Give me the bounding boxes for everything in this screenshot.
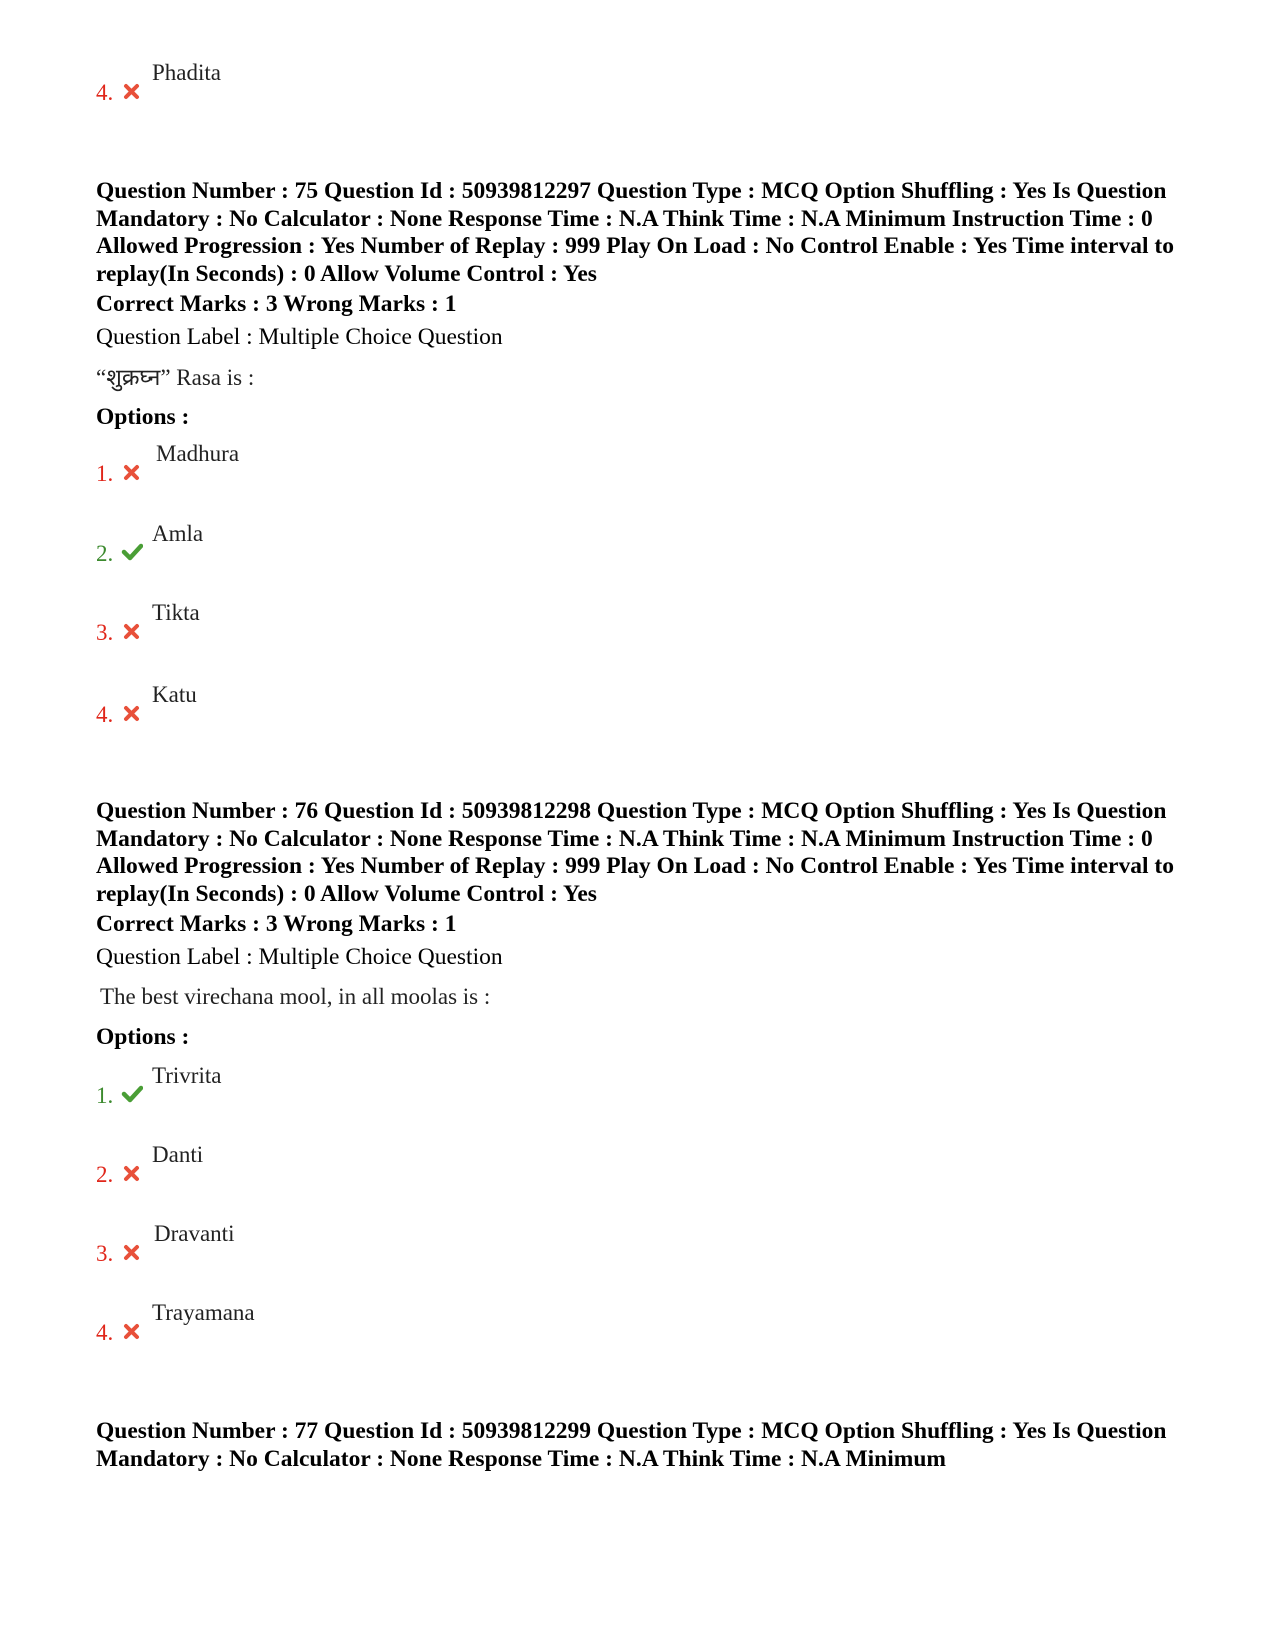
option-text: Amla bbox=[152, 521, 204, 546]
cross-icon bbox=[121, 620, 143, 642]
question-76-text: The best virechana mool, in all moolas is : bbox=[100, 984, 491, 1009]
option-number: 4. bbox=[96, 702, 114, 727]
question-77-metadata: Question Number : 77 Question Id : 50939812299 Question Type : MCQ Option Shuffling : Yes Is Question Mandatory : No Calculator : None Response Time : N.A Think Time : N.A Minimum bbox=[96, 1418, 1167, 1472]
option-number: 4. bbox=[96, 80, 114, 105]
question-75-options-heading: Options : bbox=[96, 404, 190, 430]
option-number: 1. bbox=[96, 461, 114, 486]
question-75-label: Question Label : Multiple Choice Question bbox=[96, 324, 503, 350]
q75-option-1 bbox=[96, 441, 696, 491]
q76-option-2 bbox=[96, 1142, 696, 1192]
check-icon bbox=[121, 1083, 143, 1105]
option-number: 4. bbox=[96, 1320, 114, 1345]
cross-icon bbox=[121, 1320, 143, 1342]
q75-option-2 bbox=[96, 521, 696, 571]
option-text: Madhura bbox=[156, 441, 240, 466]
check-icon bbox=[121, 541, 143, 563]
option-number: 2. bbox=[96, 541, 114, 566]
option-text: Phadita bbox=[152, 60, 221, 85]
option-text: Dravanti bbox=[154, 1221, 235, 1246]
option-text: Katu bbox=[152, 682, 197, 707]
option-number: 3. bbox=[96, 620, 114, 645]
cross-icon bbox=[121, 1241, 143, 1263]
cross-icon bbox=[121, 80, 143, 102]
option-text: Trayamana bbox=[152, 1300, 255, 1325]
q76-option-1 bbox=[96, 1063, 696, 1113]
q76-option-4 bbox=[96, 1300, 696, 1350]
question-75-marks: Correct Marks : 3 Wrong Marks : 1 bbox=[96, 291, 457, 317]
question-75-text: “शुक्रघ्न” Rasa is : bbox=[96, 365, 255, 390]
question-76-label: Question Label : Multiple Choice Question bbox=[96, 944, 503, 970]
cross-icon bbox=[121, 461, 143, 483]
option-text: Danti bbox=[152, 1142, 204, 1167]
option-text: Trivrita bbox=[152, 1063, 222, 1088]
question-76-metadata: Question Number : 76 Question Id : 50939812298 Question Type : MCQ Option Shuffling : Yes Is Question Mandatory : No Calculator : None Response Time : N.A Think Time : N.A Minimum Instruction Time : 0 Allowed Progression : Yes Number of Replay : 999 Play On Load : No Control Enable : Yes Time interval to replay(In Seconds) : 0 Allow Volume Control : Yes bbox=[96, 798, 1174, 907]
cross-icon bbox=[121, 702, 143, 724]
q75-option-3 bbox=[96, 600, 696, 650]
option-row bbox=[96, 60, 696, 110]
option-number: 3. bbox=[96, 1241, 114, 1266]
option-text: Tikta bbox=[152, 600, 200, 625]
q75-option-4 bbox=[96, 682, 696, 732]
q76-option-3 bbox=[96, 1221, 696, 1271]
question-75-metadata: Question Number : 75 Question Id : 50939812297 Question Type : MCQ Option Shuffling : Yes Is Question Mandatory : No Calculator : None Response Time : N.A Think Time : N.A Minimum Instruction Time : 0 Allowed Progression : Yes Number of Replay : 999 Play On Load : No Control Enable : Yes Time interval to replay(In Seconds) : 0 Allow Volume Control : Yes bbox=[96, 178, 1174, 287]
cross-icon bbox=[121, 1162, 143, 1184]
option-number: 1. bbox=[96, 1083, 114, 1108]
question-76-options-heading: Options : bbox=[96, 1024, 190, 1050]
question-76-marks: Correct Marks : 3 Wrong Marks : 1 bbox=[96, 911, 457, 937]
option-number: 2. bbox=[96, 1162, 114, 1187]
